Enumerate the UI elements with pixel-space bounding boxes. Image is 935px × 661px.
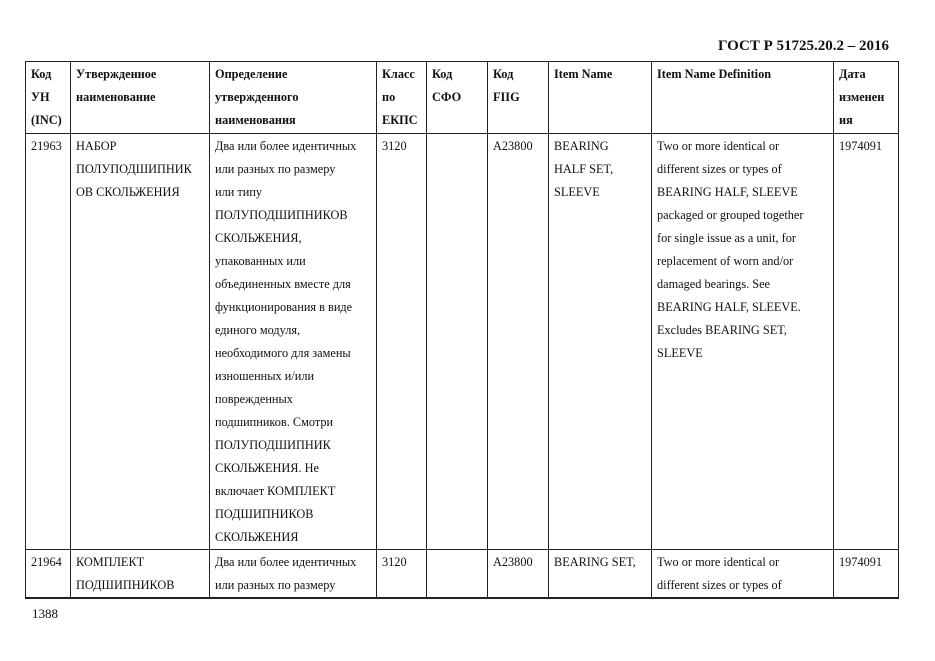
text-line: for single issue as a unit, for [657, 231, 796, 245]
text-line: объединенных вместе для [215, 277, 351, 291]
text-line: ОВ СКОЛЬЖЕНИЯ [76, 185, 180, 199]
text-line: по [382, 90, 396, 104]
cell-approved-name [71, 134, 210, 550]
header-class [377, 62, 427, 134]
text-line: СКОЛЬЖЕНИЯ [215, 530, 299, 544]
cell-inc: 21963 [26, 134, 71, 550]
cell-change-date: 1974091 [834, 550, 899, 599]
text-line: УН [31, 90, 50, 104]
text-line: наименование [76, 90, 156, 104]
cell-approved-name [71, 550, 210, 599]
text-line: Excludes BEARING SET, [657, 323, 787, 337]
text-line: или разных по размеру [215, 578, 336, 592]
text-line: Дата [839, 67, 866, 81]
text-line: СКОЛЬЖЕНИЯ, [215, 231, 302, 245]
text-line: ПОЛУПОДШИПНИКОВ [215, 208, 348, 222]
text-line: НАБОР [76, 139, 117, 153]
cell-class: 3120 [377, 550, 427, 599]
text-line: ЕКПС [382, 113, 418, 127]
text-line: ПОДШИПНИКОВ [76, 578, 175, 592]
header-fiig [488, 62, 549, 134]
text-line: поврежденных [215, 392, 293, 406]
text-line: damaged bearings. See [657, 277, 771, 291]
header-inc [26, 62, 71, 134]
text-line: (INC) [31, 113, 62, 127]
table-row [26, 550, 899, 599]
text-line: изношенных и/или [215, 369, 315, 383]
text-line: SLEEVE [657, 346, 703, 360]
text-line: необходимого для замены [215, 346, 351, 360]
cell-sfo [427, 550, 488, 599]
cell-class: 3120 [377, 134, 427, 550]
cell-change-date: 1974091 [834, 134, 899, 550]
text-line: СФО [432, 90, 462, 104]
text-line: Два или более идентичных [215, 555, 357, 569]
text-line: BEARING HALF, SLEEVE [657, 185, 798, 199]
text-line: подшипников. Смотри [215, 415, 334, 429]
text-line: единого модуля, [215, 323, 301, 337]
text-line: утвержденного [215, 90, 299, 104]
text-line: Утвержденное [76, 67, 157, 81]
text-line: или типу [215, 185, 263, 199]
text-line: BEARING [554, 139, 609, 153]
cell-fiig: A23800 [488, 134, 549, 550]
document-code: ГОСТ Р 51725.20.2 – 2016 [717, 38, 889, 54]
text-line: наименования [215, 113, 296, 127]
catalog-table [25, 61, 899, 599]
text-line: HALF SET, [554, 162, 614, 176]
cell-item-name [549, 550, 652, 599]
cell-inc: 21964 [26, 550, 71, 599]
cell-definition [210, 550, 377, 599]
header-row [26, 62, 899, 134]
text-line: Два или более идентичных [215, 139, 357, 153]
text-line: FIIG [493, 90, 520, 104]
text-line: изменен [839, 90, 885, 104]
header-item-name-definition [652, 62, 834, 134]
text-line: ПОДШИПНИКОВ [215, 507, 314, 521]
text-line: ПОЛУПОДШИПНИК [76, 162, 192, 176]
text-line: different sizes or types of [657, 578, 782, 592]
table-row [26, 134, 899, 550]
text-line: КОМПЛЕКТ [76, 555, 145, 569]
header-definition [210, 62, 377, 134]
text-line: Код [31, 67, 52, 81]
text-line: Класс [382, 67, 415, 81]
text-line: СКОЛЬЖЕНИЯ. Не [215, 461, 319, 475]
text-line: Two or more identical or [657, 139, 780, 153]
text-line: Код [493, 67, 514, 81]
text-line: функционирования в виде [215, 300, 353, 314]
text-line: ПОЛУПОДШИПНИК [215, 438, 331, 452]
text-line: replacement of worn and/or [657, 254, 794, 268]
text-line: Item Name [554, 67, 613, 81]
text-line: BEARING HALF, SLEEVE. [657, 300, 801, 314]
text-line: BEARING SET, [554, 555, 636, 569]
text-line: SLEEVE [554, 185, 600, 199]
header-approved-name [71, 62, 210, 134]
cell-definition [210, 134, 377, 550]
cell-item-name [549, 134, 652, 550]
text-line: включает КОМПЛЕКТ [215, 484, 336, 498]
text-line: или разных по размеру [215, 162, 336, 176]
text-line: ия [839, 113, 853, 127]
page-number: 1388 [32, 606, 58, 621]
cell-item-name-definition [652, 134, 834, 550]
text-line: Two or more identical or [657, 555, 780, 569]
header-change-date [834, 62, 899, 134]
text-line: different sizes or types of [657, 162, 782, 176]
text-line: упакованных или [215, 254, 306, 268]
text-line: Код [432, 67, 453, 81]
header-sfo [427, 62, 488, 134]
text-line: packaged or grouped together [657, 208, 804, 222]
cell-item-name-definition [652, 550, 834, 599]
text-line: Item Name Definition [657, 67, 772, 81]
cell-fiig: A23800 [488, 550, 549, 599]
text-line: Определение [215, 67, 288, 81]
header-item-name [549, 62, 652, 134]
cell-sfo [427, 134, 488, 550]
